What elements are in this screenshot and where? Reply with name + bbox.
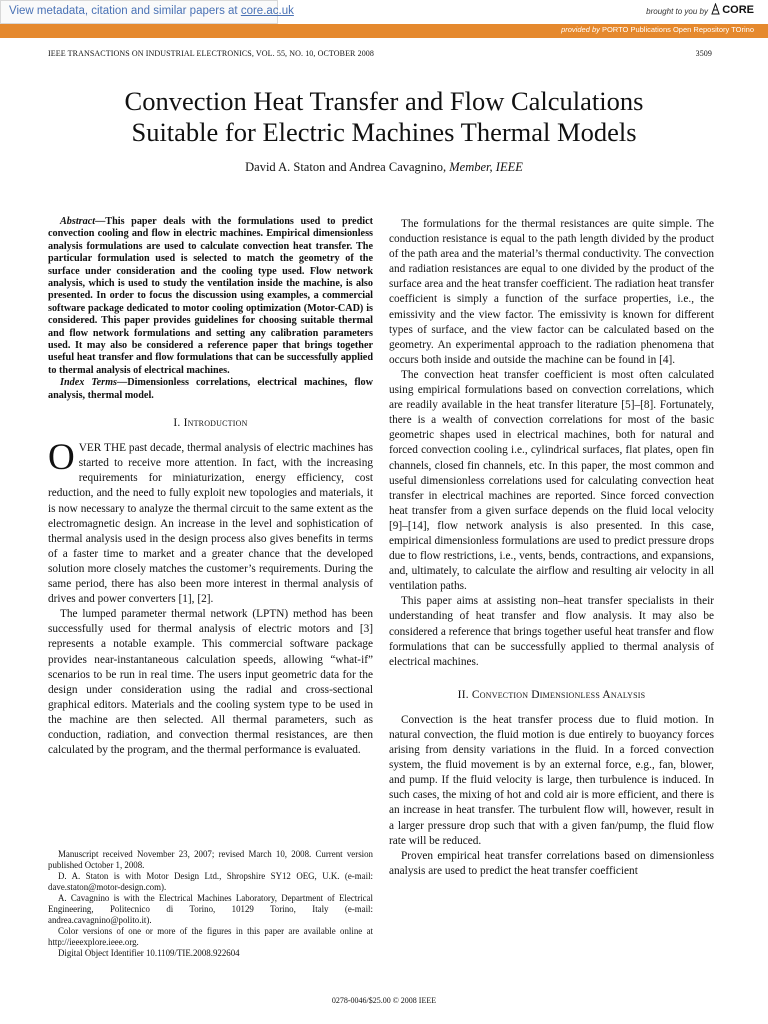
core-metadata-box <box>0 0 294 24</box>
core-banner <box>0 0 768 24</box>
right-paragraph-2: The convection heat transfer coefficient is most often calculated using empirical formulations based on convection correlations, which are readily available in the heat transfer literature [5]–[8]. Fortunately, there is a wealth of convection correlations for most of the basic geometric shapes used in electrical machines, both for natural and forced convection cooling i.e., cylindrical surfaces, flat plates, open fin channels, closed fin channels, etc. In this paper, the most common and useful dimensionless correlations used for calculating convection heat transfer in electrical machines are reported. Since forced convection heat transfer from a given surface depends on the fluid local velocity [9]–[14], flow network analysis is also presented. In this case, empirical dimensionless formulations are used to predict pressure drops due to flow restrictions, i.e., vents, bends, contractions, and expansions, and, ultimately, to calculate the airflow and resulting air velocity in all ventilation paths. <box>389 368 714 593</box>
index-terms <box>48 377 373 402</box>
running-header <box>48 49 712 58</box>
right-paragraph-3: This paper aims at assisting non–heat transfer specialists in their understanding of heat transfer and flow analysis. It may also be considered a reference that brings together useful heat transfer and flow formulations that can be successfully applied to thermal analysis of electrical machines. <box>389 595 714 668</box>
index-terms-text: —Dimensionless correlations, electrical machines, flow analysis, thermal model. <box>48 377 373 401</box>
right-paragraph-1: The formulations for the thermal resistances are quite simple. The conduction resistance is equal to the path length divided by the product of the path area and the material’s thermal conductivity. The convection and radiation resistances are equal to one divided by the product of the surface area and the heat transfer coefficient. The radiation heat transfer coefficient is simply a function of the surface properties, i.e., the emissivity and the view factor. The emissivity is known for different types of surface, and the view factor can be calculated based on the geometry. An experimental approach to the radiation phenomena that occurs both inside and outside the machine can be found in [4]. <box>389 218 714 366</box>
intro-paragraph-2: The lumped parameter thermal network (LPTN) method has been successfully used for thermal analysis of electric motors and [3] represents a notable example. This commercial software package provides near-instantaneous calculation speeds, allowing “what-if” scenarios to be run in real time. The users input geometric data for the design under consideration using the radial and cross-sectional graphical editors. Materials and the cooling system type to be used in the machine are then selected. All thermal parameters, such as conduction, radiation, and convection thermal resistances, are then calculated by the program, and the thermal performance is evaluated. <box>48 608 373 757</box>
journal-name: IEEE TRANSACTIONS ON INDUSTRIAL ELECTRONICS, VOL. 55, NO. 10, OCTOBER 2008 <box>48 49 374 58</box>
footnote-staton: D. A. Staton is with Motor Design Ltd., Shropshire SY12 OEG, U.K. (e-mail: dave.staton@motor-design.com). <box>48 871 373 892</box>
core-logo-text: CORE <box>722 4 754 16</box>
section-1-title: Introduction <box>183 417 248 430</box>
section-2-paragraph-1: Convection is the heat transfer process due to fluid motion. In natural convection, the fluid motion is due entirely to buoyancy forces arising from density variations in the fluid. In a forced convection system, the fluid movement is by an external force, e.g., fan, blower, and pump. If the fluid velocity is large, then turbulence is induced. In such cases, the mixing of hot and cold air is more efficient, and there is an increase in heat transfer. The turbulent flow will, however, result in a larger pressure drop such that with a given fan/pump, the fluid flow rate will be reduced. <box>389 713 714 847</box>
title-line-1: Convection Heat Transfer and Flow Calculations <box>124 86 644 116</box>
author-membership: Member, IEEE <box>449 160 523 174</box>
intro-paragraph-1 <box>48 437 373 607</box>
footnote-color: Color versions of one or more of the figures in this paper are available online at http://ieeexplore.ieee.org. <box>48 926 373 947</box>
abstract-label: Abstract <box>60 216 96 227</box>
section-heading-introduction <box>48 416 373 431</box>
drop-cap: O <box>48 437 75 479</box>
page-number: 3509 <box>695 49 712 58</box>
core-logo-icon <box>711 3 720 15</box>
footnote-cavagnino: A. Cavagnino is with the Electrical Machines Laboratory, Department of Electrical Engineering, Politecnico di Torino, 10129 Torino, Italy (e-mail: andrea.cavagnino@polito.it). <box>48 893 373 925</box>
author-names: David A. Staton and Andrea Cavagnino, <box>245 160 447 174</box>
core-metadata-link[interactable] <box>9 5 294 17</box>
intro-paragraph-1-text: VER THE past decade, thermal analysis of electric machines has started to receive more attention. In fact, with the increasing requirements for miniaturization, energy efficiency, cost reduction, and the need to fully exploit new topologies and materials, it is now necessary to analyze the thermal circuit to the same extent as the electromagnetic design. An increase in the level and sophistication of thermal analysis used in the design process also gives benefits in terms of a faster time to market and a greater chance that the developed solution more closely matches the customer’s requirements. During the same period, there has also been more interest in thermal analysis of drives and power converters [1], [2]. <box>48 442 373 606</box>
brought-by-label: brought to you by <box>646 7 708 16</box>
core-link-site[interactable]: core.ac.uk <box>240 5 294 17</box>
title-line-2: Suitable for Electric Machines Thermal Models <box>131 117 637 147</box>
section-heading-convection <box>389 688 714 703</box>
core-logo[interactable] <box>711 3 754 16</box>
provided-by-bar <box>0 24 768 38</box>
core-link-prefix: View metadata, citation and similar papers at <box>9 5 241 17</box>
footnote-doi: Digital Object Identifier 10.1109/TIE.2008.922604 <box>58 948 240 958</box>
provided-by-text <box>561 25 754 34</box>
provided-label: provided by <box>561 25 600 34</box>
footnotes <box>48 849 373 959</box>
author-line <box>40 160 728 175</box>
left-column <box>48 216 373 758</box>
section-2-title: Convection Dimensionless Analysis <box>471 688 646 701</box>
provided-source[interactable]: PORTO Publications Open Repository TOrino <box>601 25 754 34</box>
paper-title <box>40 86 728 148</box>
section-2-number: II. <box>457 688 469 701</box>
section-1-number: I. <box>173 417 181 430</box>
right-column <box>389 217 714 879</box>
abstract-text: —This paper deals with the formulations used to predict convection cooling and flow in electric machines. Empirical dimensionless analysis formulations are used to calculate convection heat transfer. The particular formulation used is selected to match the geometry of the surface under consideration and the cooling type used. Flow network analysis, which is used to study the ventilation inside the machine, is also presented. In order to focus the discussion using examples, a commercial software package dedicated to motor cooling optimization (Motor-CAD) is considered. This paper provides guidelines for choosing suitable thermal and flow network formulations and setting any calibration parameters used. It may also be considered a reference paper that brings together useful heat transfer and flow formulations that can be successfully applied to thermal analysis of electrical machines. <box>48 216 373 376</box>
footnote-manuscript: Manuscript received November 23, 2007; revised March 10, 2008. Current version published October 1, 2008. <box>48 849 373 870</box>
copyright-footer: 0278-0046/$25.00 © 2008 IEEE <box>331 996 437 1005</box>
abstract <box>48 216 373 377</box>
section-2-paragraph-2: Proven empirical heat transfer correlations based on dimensionless analysis are used to predict the heat transfer coefficient <box>389 849 714 877</box>
index-terms-label: Index Terms <box>60 377 118 389</box>
